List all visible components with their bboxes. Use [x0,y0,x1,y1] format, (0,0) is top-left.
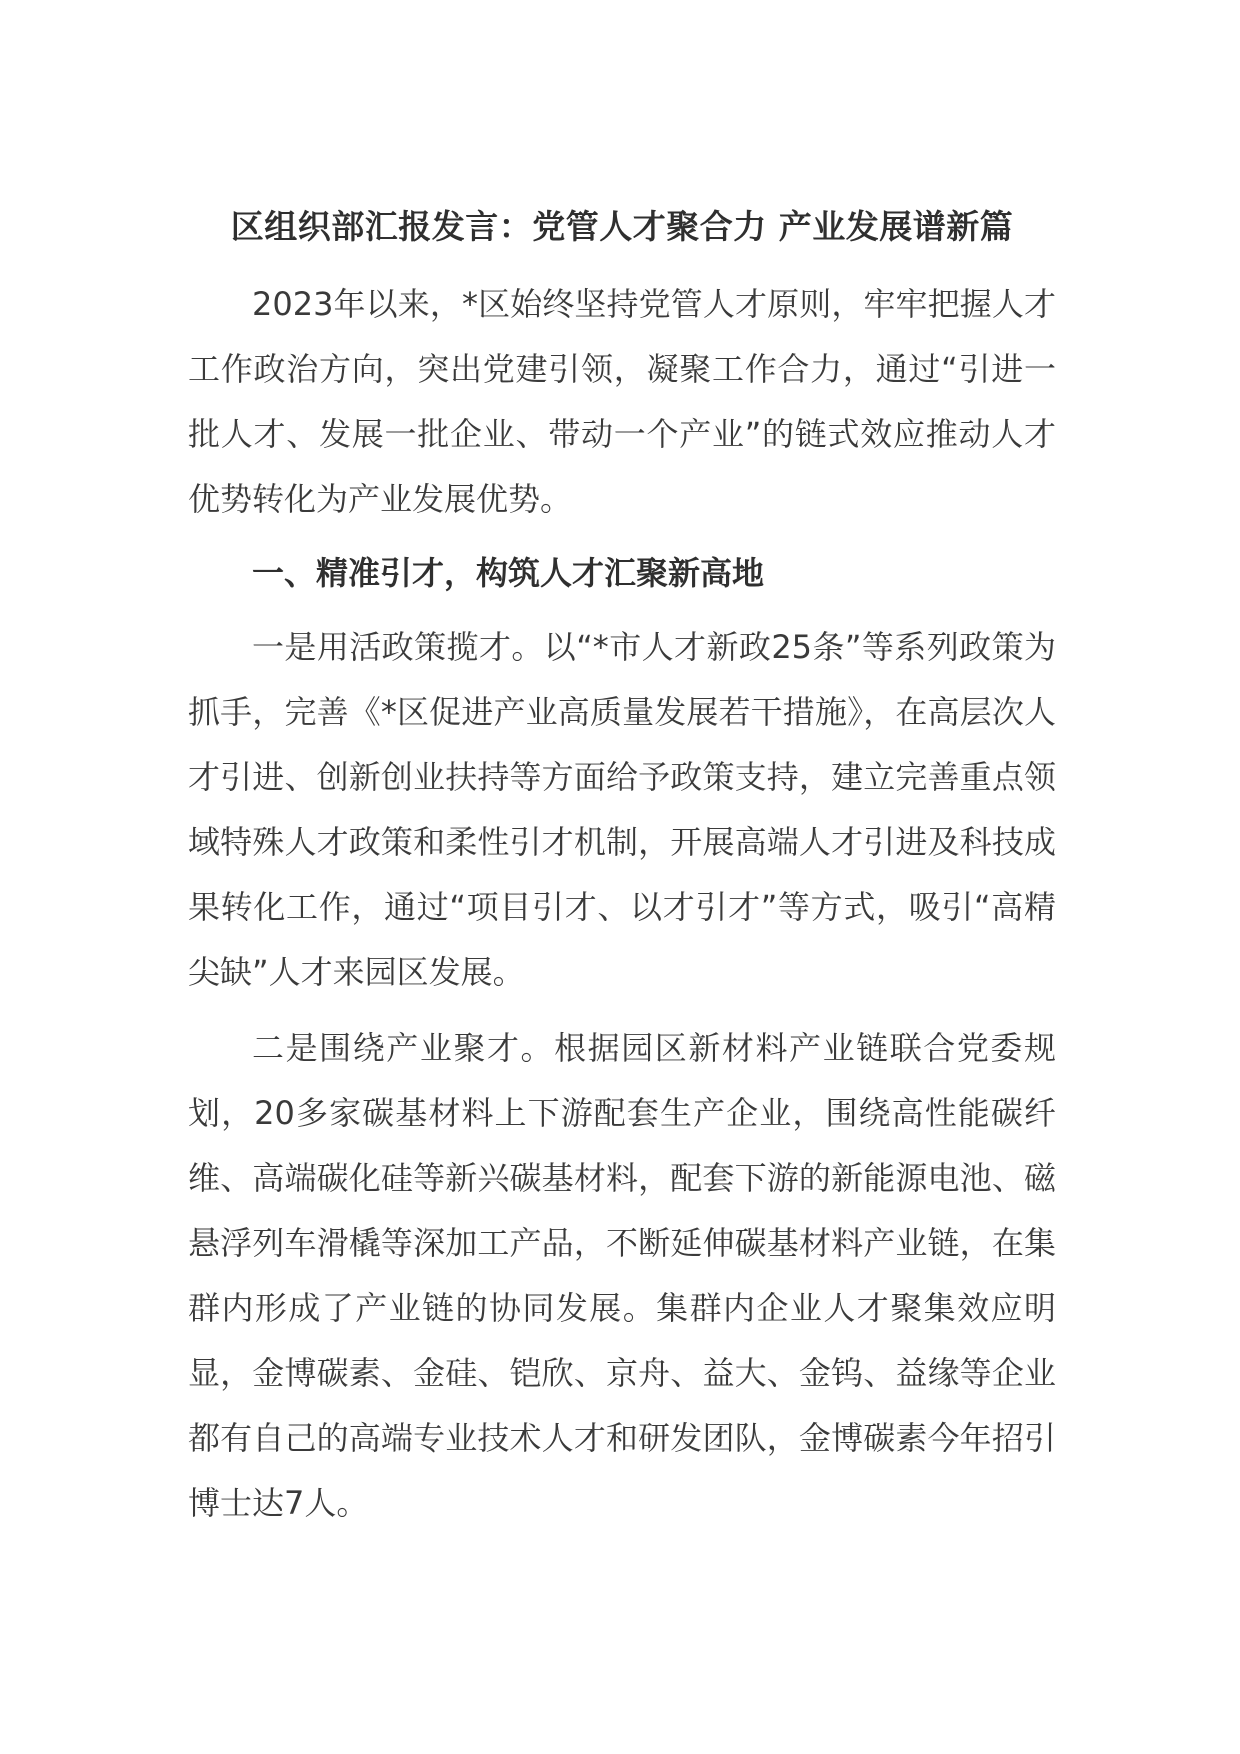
document-title: 区组织部汇报发言：党管人才聚合力 产业发展谱新篇 [230,207,1014,246]
section-heading-1: 一、精准引才，构筑人才汇聚新高地 [252,554,765,592]
document-body [188,198,1056,1547]
intro-paragraph: 2023年以来，*区始终坚持党管人才原则，牢牢把握人才工作政治方向，突出党建引领，凝聚工作合力，通过“引进一批人才、发展一批企业、带动一个产业”的链式效应推动人才优势转化为产业发展优势。 [188,285,1056,518]
industry-paragraph: 二是围绕产业聚才。根据园区新材料产业链联合党委规划，20多家碳基材料上下游配套生产企业，围绕高性能碳纤维、高端碳化硅等新兴碳基材料，配套下游的新能源电池、磁悬浮列车滑橇等深加工产品，不断延伸碳基材料产业链，在集群内形成了产业链的协同发展。集群内企业人才聚集效应明显，金博碳素、金硅、铠欣、京舟、益大、金钨、益缘等企业都有自己的高端专业技术人才和研发团队，金博碳素今年招引博士达7人。 [188,1029,1056,1522]
policy-paragraph: 一是用活政策揽才。以“*市人才新政25条”等系列政策为抓手，完善《*区促进产业高质量发展若干措施》，在高层次人才引进、创新创业扶持等方面给予政策支持，建立完善重点领域特殊人才政策和柔性引才机制，开展高端人才引进及科技成果转化工作，通过“项目引才、以才引才”等方式，吸引“高精尖缺”人才来园区发展。 [188,628,1056,991]
